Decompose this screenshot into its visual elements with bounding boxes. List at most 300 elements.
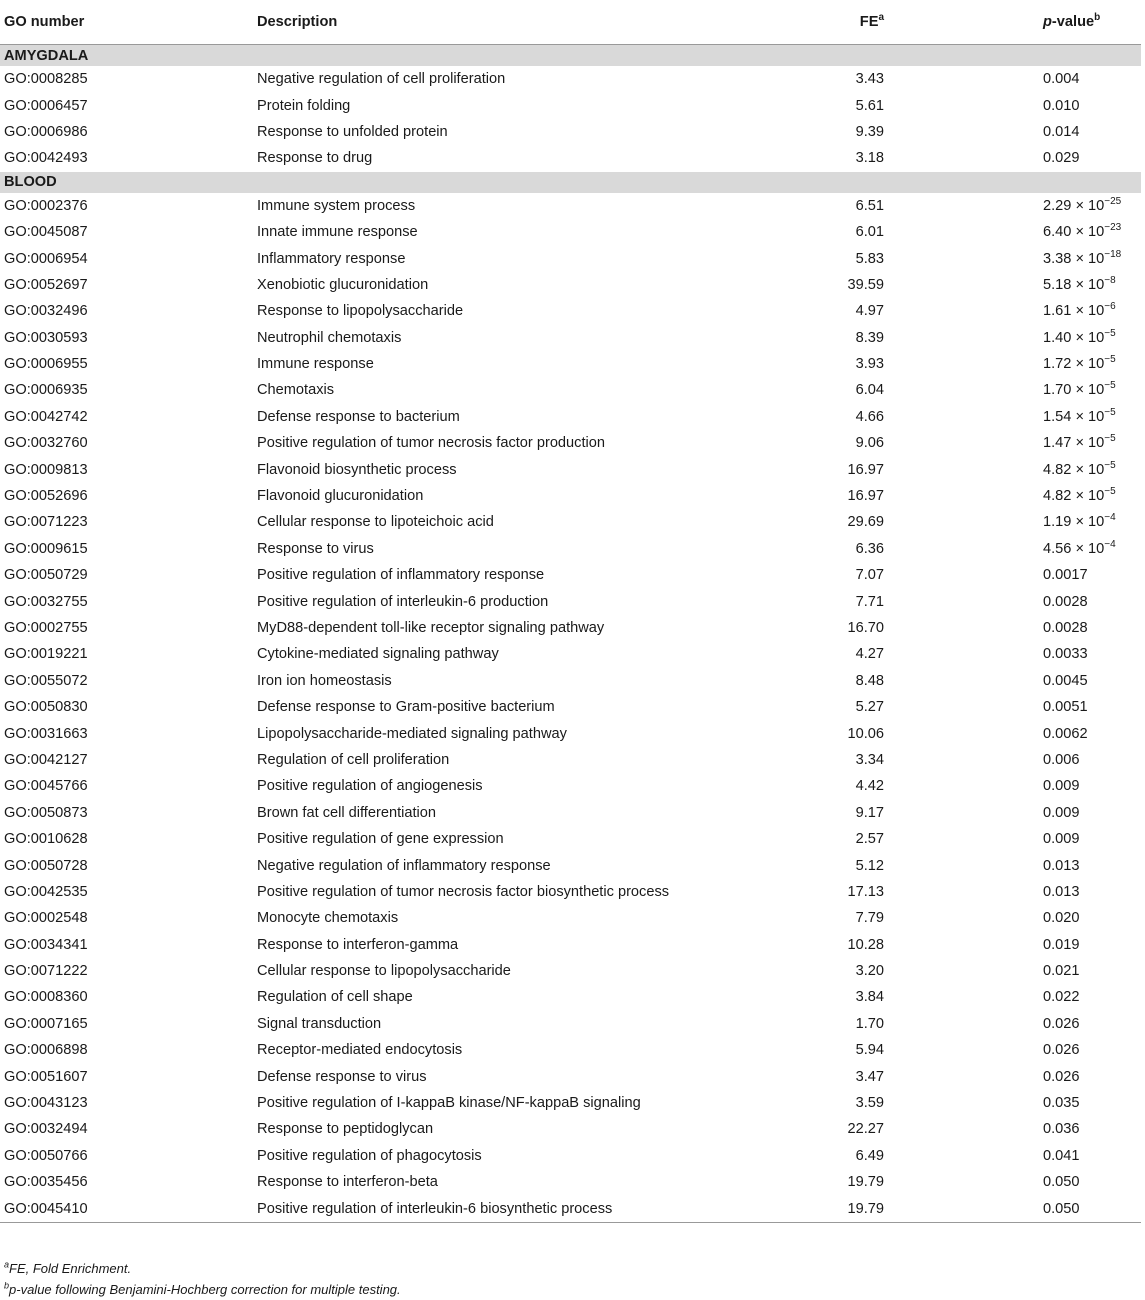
fe-cell: 22.27 <box>847 1121 884 1138</box>
go-number-cell: GO:0006955 <box>4 356 88 373</box>
go-number-cell: GO:0042127 <box>4 751 88 768</box>
fe-cell: 10.28 <box>847 936 884 953</box>
table-row <box>0 92 1141 118</box>
p-value-exponent: −5 <box>1104 486 1116 498</box>
p-value-mantissa: 0.014 <box>1043 123 1080 140</box>
fe-cell: 3.18 <box>855 150 884 167</box>
p-value-cell <box>1043 852 1141 878</box>
p-value-mantissa: 4.82 × 10 <box>1043 488 1105 505</box>
fe-cell: 8.48 <box>855 672 884 689</box>
p-value-cell <box>1043 958 1141 984</box>
fe-cell: 7.71 <box>855 593 884 610</box>
table-row <box>0 668 1141 694</box>
p-value-cell <box>1043 404 1141 430</box>
p-value-cell <box>1043 773 1141 799</box>
description-cell: Positive regulation of tumor necrosis factor biosynthetic process <box>257 883 670 900</box>
fe-cell: 6.51 <box>855 197 884 214</box>
p-value-exponent: −6 <box>1104 301 1116 313</box>
p-value-mantissa: 1.19 × 10 <box>1043 514 1105 531</box>
table-row <box>0 958 1141 984</box>
p-value-mantissa: 0.029 <box>1043 150 1080 167</box>
table-row <box>0 615 1141 641</box>
fe-cell: 16.97 <box>847 461 884 478</box>
table-row <box>0 1063 1141 1089</box>
gap-cell <box>886 351 1043 377</box>
table-row <box>0 377 1141 403</box>
p-value-mantissa: 0.009 <box>1043 804 1080 821</box>
gap-cell <box>886 219 1043 245</box>
go-number-cell: GO:0052696 <box>4 488 88 505</box>
p-value-cell <box>1043 1063 1141 1089</box>
p-value-mantissa: 0.020 <box>1043 910 1080 927</box>
p-value-cell <box>1043 1195 1141 1222</box>
description-cell: Cellular response to lipopolysaccharide <box>257 963 511 980</box>
footnote-a-marker: a <box>4 1259 10 1270</box>
table-row <box>0 694 1141 720</box>
p-value-mantissa: 0.0033 <box>1043 646 1088 663</box>
table-row <box>0 905 1141 931</box>
gap-cell <box>886 456 1043 482</box>
fe-cell: 3.34 <box>855 751 884 768</box>
gap-cell <box>886 905 1043 931</box>
gap-cell <box>886 668 1043 694</box>
go-number-cell: GO:0042742 <box>4 408 88 425</box>
table-row <box>0 298 1141 324</box>
p-value-cell <box>1043 800 1141 826</box>
gap-cell <box>886 1169 1043 1195</box>
p-value-exponent: −4 <box>1104 512 1116 524</box>
p-value-cell <box>1043 932 1141 958</box>
gap-cell <box>886 1011 1043 1037</box>
gap-cell <box>886 298 1043 324</box>
go-number-cell: GO:0032496 <box>4 303 88 320</box>
header-fe-footnote-marker: a <box>878 12 884 24</box>
gap-cell <box>886 430 1043 456</box>
header-row <box>0 0 1141 45</box>
p-value-mantissa: 4.82 × 10 <box>1043 461 1105 478</box>
fe-cell: 4.42 <box>855 778 884 795</box>
table-row <box>0 536 1141 562</box>
gap-cell <box>886 852 1043 878</box>
p-value-cell <box>1043 1116 1141 1142</box>
gap-cell <box>886 562 1043 588</box>
p-value-mantissa: 0.022 <box>1043 989 1080 1006</box>
p-value-mantissa: 1.40 × 10 <box>1043 329 1105 346</box>
header-p-suffix: -value <box>1051 14 1095 30</box>
p-value-mantissa: 0.013 <box>1043 883 1080 900</box>
description-cell: Iron ion homeostasis <box>257 672 392 689</box>
p-value-exponent: −5 <box>1104 459 1116 471</box>
p-value-mantissa: 1.70 × 10 <box>1043 382 1105 399</box>
table-row <box>0 119 1141 145</box>
go-number-cell: GO:0007165 <box>4 1015 88 1032</box>
gap-cell <box>886 800 1043 826</box>
description-cell: Negative regulation of cell proliferation <box>257 71 506 88</box>
fe-cell: 3.93 <box>855 356 884 373</box>
fe-cell: 39.59 <box>847 276 884 293</box>
fe-cell: 6.04 <box>855 382 884 399</box>
table-row <box>0 404 1141 430</box>
go-number-cell: GO:0032760 <box>4 435 88 452</box>
header-gap <box>886 0 1043 45</box>
gap-cell <box>886 377 1043 403</box>
p-value-cell <box>1043 92 1141 118</box>
gap-cell <box>886 1063 1043 1089</box>
table-row <box>0 879 1141 905</box>
description-cell: Positive regulation of inflammatory response <box>257 567 545 584</box>
p-value-cell <box>1043 219 1141 245</box>
fe-cell: 3.43 <box>855 71 884 88</box>
fe-cell: 9.39 <box>855 123 884 140</box>
go-number-cell: GO:0002548 <box>4 910 88 927</box>
p-value-cell <box>1043 430 1141 456</box>
description-cell: Defense response to Gram-positive bacterium <box>257 699 555 716</box>
go-number-cell: GO:0050873 <box>4 804 88 821</box>
p-value-cell <box>1043 483 1141 509</box>
p-value-cell <box>1043 694 1141 720</box>
p-value-cell <box>1043 668 1141 694</box>
p-value-mantissa: 0.0045 <box>1043 672 1088 689</box>
footnote-b-marker: b <box>4 1280 10 1291</box>
fe-cell: 4.66 <box>855 408 884 425</box>
description-cell: Neutrophil chemotaxis <box>257 329 402 346</box>
fe-cell: 29.69 <box>847 514 884 531</box>
p-value-mantissa: 0.004 <box>1043 71 1080 88</box>
fe-cell: 10.06 <box>847 725 884 742</box>
p-value-mantissa: 1.47 × 10 <box>1043 435 1105 452</box>
gap-cell <box>886 773 1043 799</box>
go-number-cell: GO:0050728 <box>4 857 88 874</box>
footnote-a-text: FE, Fold Enrichment. <box>9 1261 132 1276</box>
go-number-cell: GO:0009813 <box>4 461 88 478</box>
gap-cell <box>886 193 1043 219</box>
fe-cell: 5.83 <box>855 250 884 267</box>
header-p-italic: p <box>1043 14 1052 30</box>
table-row <box>0 456 1141 482</box>
table-row <box>0 826 1141 852</box>
go-number-cell: GO:0035456 <box>4 1174 88 1191</box>
p-value-cell <box>1043 272 1141 298</box>
table-row <box>0 272 1141 298</box>
gap-cell <box>886 879 1043 905</box>
go-number-cell: GO:0032494 <box>4 1121 88 1138</box>
p-value-mantissa: 6.40 × 10 <box>1043 224 1105 241</box>
table-row <box>0 145 1141 171</box>
gap-cell <box>886 1116 1043 1142</box>
table-row <box>0 800 1141 826</box>
description-cell: Negative regulation of inflammatory response <box>257 857 551 874</box>
table-row <box>0 351 1141 377</box>
go-number-cell: GO:0043123 <box>4 1095 88 1112</box>
gap-cell <box>886 272 1043 298</box>
p-value-cell <box>1043 588 1141 614</box>
fe-cell: 4.97 <box>855 303 884 320</box>
p-value-mantissa: 0.050 <box>1043 1200 1080 1217</box>
fe-cell: 9.06 <box>855 435 884 452</box>
table-row <box>0 509 1141 535</box>
section-row <box>0 45 1141 67</box>
go-number-cell: GO:0010628 <box>4 831 88 848</box>
p-value-mantissa: 0.0051 <box>1043 699 1088 716</box>
description-cell: Monocyte chemotaxis <box>257 910 399 927</box>
fe-cell: 3.84 <box>855 989 884 1006</box>
fe-cell: 16.70 <box>847 620 884 636</box>
p-value-mantissa: 1.61 × 10 <box>1043 303 1105 320</box>
description-cell: Immune system process <box>257 197 416 214</box>
gap-cell <box>886 509 1043 535</box>
p-value-mantissa: 4.56 × 10 <box>1043 540 1105 557</box>
description-cell: MyD88-dependent toll-like receptor signaling pathway <box>257 620 605 636</box>
footnote-a <box>4 1258 401 1279</box>
gap-cell <box>886 483 1043 509</box>
p-value-exponent: −5 <box>1104 407 1116 419</box>
p-value-cell <box>1043 245 1141 271</box>
description-cell: Positive regulation of I-kappaB kinase/NF-kappaB signaling <box>257 1095 641 1112</box>
p-value-cell <box>1043 351 1141 377</box>
description-cell: Positive regulation of angiogenesis <box>257 778 483 795</box>
p-value-cell <box>1043 1143 1141 1169</box>
p-value-cell <box>1043 536 1141 562</box>
p-value-cell <box>1043 905 1141 931</box>
fe-cell: 2.57 <box>855 831 884 848</box>
gap-cell <box>886 615 1043 641</box>
p-value-cell <box>1043 193 1141 219</box>
description-cell: Response to drug <box>257 150 373 167</box>
p-value-mantissa: 3.38 × 10 <box>1043 250 1105 267</box>
table-row <box>0 588 1141 614</box>
fe-cell: 7.79 <box>855 910 884 927</box>
go-number-cell: GO:0008360 <box>4 989 88 1006</box>
description-cell: Inflammatory response <box>257 250 406 267</box>
p-value-cell <box>1043 984 1141 1010</box>
table-row <box>0 932 1141 958</box>
table-row <box>0 219 1141 245</box>
go-number-cell: GO:0002376 <box>4 197 88 214</box>
table-row <box>0 193 1141 219</box>
description-cell: Cellular response to lipoteichoic acid <box>257 514 494 531</box>
p-value-exponent: −5 <box>1104 354 1116 366</box>
go-number-cell: GO:0045766 <box>4 778 88 795</box>
footnote-b <box>4 1279 401 1300</box>
table-row <box>0 66 1141 92</box>
p-value-cell <box>1043 509 1141 535</box>
table-row <box>0 747 1141 773</box>
go-number-cell: GO:0006935 <box>4 382 88 399</box>
description-cell: Protein folding <box>257 97 351 114</box>
header-p-value <box>1043 0 1141 45</box>
footnote-b-text: p-value following Benjamini-Hochberg correction for multiple testing. <box>9 1282 401 1297</box>
fe-cell: 5.12 <box>855 857 884 874</box>
go-number-cell: GO:0042493 <box>4 150 88 167</box>
table-body <box>0 45 1141 1223</box>
p-value-cell <box>1043 1037 1141 1063</box>
p-value-cell <box>1043 615 1141 641</box>
p-value-cell <box>1043 119 1141 145</box>
gap-cell <box>886 1090 1043 1116</box>
go-number-cell: GO:0051607 <box>4 1068 88 1085</box>
go-number-cell: GO:0042535 <box>4 883 88 900</box>
p-value-mantissa: 0.019 <box>1043 936 1080 953</box>
table-row <box>0 641 1141 667</box>
p-value-mantissa: 0.041 <box>1043 1147 1080 1164</box>
fe-cell: 8.39 <box>855 329 884 346</box>
go-number-cell: GO:0055072 <box>4 672 88 689</box>
fe-cell: 3.47 <box>855 1068 884 1085</box>
description-cell: Chemotaxis <box>257 382 335 399</box>
p-value-cell <box>1043 456 1141 482</box>
gap-cell <box>886 145 1043 171</box>
description-cell: Positive regulation of interleukin-6 biosynthetic process <box>253 1195 798 1222</box>
p-value-cell <box>1043 747 1141 773</box>
p-value-mantissa: 0.013 <box>1043 857 1080 874</box>
gap-cell <box>886 984 1043 1010</box>
table-row <box>0 773 1141 799</box>
description-cell: Positive regulation of interleukin-6 production <box>257 593 549 610</box>
gap-cell <box>886 404 1043 430</box>
p-value-mantissa: 0.021 <box>1043 963 1080 980</box>
p-value-mantissa: 0.010 <box>1043 97 1080 114</box>
table-row <box>0 1169 1141 1195</box>
gap-cell <box>886 1195 1043 1222</box>
p-value-exponent: −18 <box>1104 248 1122 260</box>
go-number-cell: GO:0050729 <box>4 567 88 584</box>
p-value-cell <box>1043 826 1141 852</box>
p-value-mantissa: 0.050 <box>1043 1174 1080 1191</box>
description-cell: Positive regulation of gene expression <box>257 831 504 848</box>
header-go-number: GO number <box>0 0 253 45</box>
p-value-cell <box>1043 879 1141 905</box>
description-cell: Flavonoid glucuronidation <box>257 488 424 505</box>
gap-cell <box>886 720 1043 746</box>
go-number-cell: GO:0009615 <box>4 540 88 557</box>
fe-cell: 17.13 <box>847 883 884 900</box>
description-cell: Regulation of cell shape <box>257 989 413 1006</box>
fe-cell: 3.20 <box>855 963 884 980</box>
description-cell: Regulation of cell proliferation <box>257 751 450 768</box>
gap-cell <box>886 826 1043 852</box>
p-value-cell <box>1043 325 1141 351</box>
table-row <box>0 984 1141 1010</box>
fe-cell: 6.49 <box>855 1147 884 1164</box>
go-number-cell: GO:0008285 <box>4 71 88 88</box>
table-row <box>0 1143 1141 1169</box>
p-value-exponent: −8 <box>1104 275 1116 287</box>
p-value-mantissa: 0.006 <box>1043 751 1080 768</box>
go-number-cell: GO:0052697 <box>4 276 88 293</box>
p-value-mantissa: 0.035 <box>1043 1095 1080 1112</box>
fe-cell: 5.27 <box>855 699 884 716</box>
p-value-cell <box>1043 377 1141 403</box>
go-number-cell: GO:0034341 <box>4 936 88 953</box>
fe-cell: 19.79 <box>847 1174 884 1191</box>
fe-cell: 4.27 <box>855 646 884 663</box>
table-row <box>0 325 1141 351</box>
go-number-cell: GO:0050830 <box>4 699 88 716</box>
go-number-cell: GO:0006898 <box>4 1042 88 1059</box>
description-cell: Response to virus <box>257 540 374 557</box>
description-cell: Response to unfolded protein <box>257 123 448 140</box>
gap-cell <box>886 325 1043 351</box>
go-number-cell: GO:0030593 <box>4 329 88 346</box>
p-value-cell <box>1043 1090 1141 1116</box>
p-value-mantissa: 0.0062 <box>1043 725 1088 742</box>
p-value-mantissa: 0.026 <box>1043 1042 1080 1059</box>
description-cell: Defense response to bacterium <box>257 408 460 425</box>
description-cell: Immune response <box>257 356 374 373</box>
go-number-cell: GO:0032755 <box>4 593 88 610</box>
header-description: Description <box>253 0 798 45</box>
fe-cell: 9.17 <box>855 804 884 821</box>
description-cell: Cytokine-mediated signaling pathway <box>257 646 499 663</box>
gap-cell <box>886 694 1043 720</box>
p-value-exponent: −25 <box>1104 195 1122 207</box>
go-number-cell: GO:0019221 <box>4 646 88 663</box>
p-value-mantissa: 2.29 × 10 <box>1043 197 1105 214</box>
fe-cell: 5.94 <box>855 1042 884 1059</box>
go-number-cell: GO:0071223 <box>4 514 88 531</box>
table-row <box>0 562 1141 588</box>
table-row <box>0 720 1141 746</box>
go-number-cell: GO:0006986 <box>4 123 88 140</box>
description-cell: Signal transduction <box>257 1015 382 1032</box>
p-value-cell <box>1043 298 1141 324</box>
table-row <box>0 852 1141 878</box>
description-cell: Response to interferon-gamma <box>257 936 459 953</box>
p-value-mantissa: 0.0028 <box>1043 620 1088 636</box>
p-value-cell <box>1043 145 1141 171</box>
gap-cell <box>886 119 1043 145</box>
p-value-cell <box>1043 641 1141 667</box>
p-value-mantissa: 0.0028 <box>1043 593 1088 610</box>
p-value-mantissa: 0.026 <box>1043 1015 1080 1032</box>
table-row <box>0 1011 1141 1037</box>
go-number-cell: GO:0006954 <box>4 250 88 267</box>
go-number-cell: GO:0050766 <box>4 1147 88 1164</box>
fe-cell: 7.07 <box>855 567 884 584</box>
p-value-cell <box>1043 1169 1141 1195</box>
p-value-exponent: −5 <box>1104 433 1116 445</box>
description-cell: Defense response to virus <box>257 1068 427 1085</box>
p-value-cell <box>1043 720 1141 746</box>
p-value-mantissa: 0.009 <box>1043 778 1080 795</box>
table-row <box>0 1195 1141 1222</box>
section-row <box>0 172 1141 193</box>
p-value-mantissa: 0.0017 <box>1043 567 1088 584</box>
section-title: AMYGDALA <box>0 45 1141 67</box>
fe-cell: 5.61 <box>855 97 884 114</box>
description-cell: Lipopolysaccharide-mediated signaling pathway <box>257 725 567 742</box>
p-value-exponent: −5 <box>1104 380 1116 392</box>
gap-cell <box>886 747 1043 773</box>
fe-cell: 3.59 <box>855 1095 884 1112</box>
gap-cell <box>886 92 1043 118</box>
p-value-exponent: −5 <box>1104 327 1116 339</box>
fe-cell: 1.70 <box>855 1015 884 1032</box>
description-cell: Positive regulation of tumor necrosis factor production <box>257 435 605 452</box>
header-fe <box>798 0 886 45</box>
p-value-cell <box>1043 562 1141 588</box>
go-number-cell: GO:0071222 <box>4 963 88 980</box>
gap-cell <box>886 958 1043 984</box>
go-number-cell: GO:0002755 <box>4 620 88 636</box>
p-value-mantissa: 0.036 <box>1043 1121 1080 1138</box>
fe-cell: 16.97 <box>847 488 884 505</box>
header-p-footnote-marker: b <box>1094 12 1101 24</box>
table-header <box>0 0 1141 45</box>
go-number-cell: GO:0006457 <box>4 97 88 114</box>
p-value-exponent: −4 <box>1104 538 1116 550</box>
p-value-mantissa: 0.009 <box>1043 831 1080 848</box>
